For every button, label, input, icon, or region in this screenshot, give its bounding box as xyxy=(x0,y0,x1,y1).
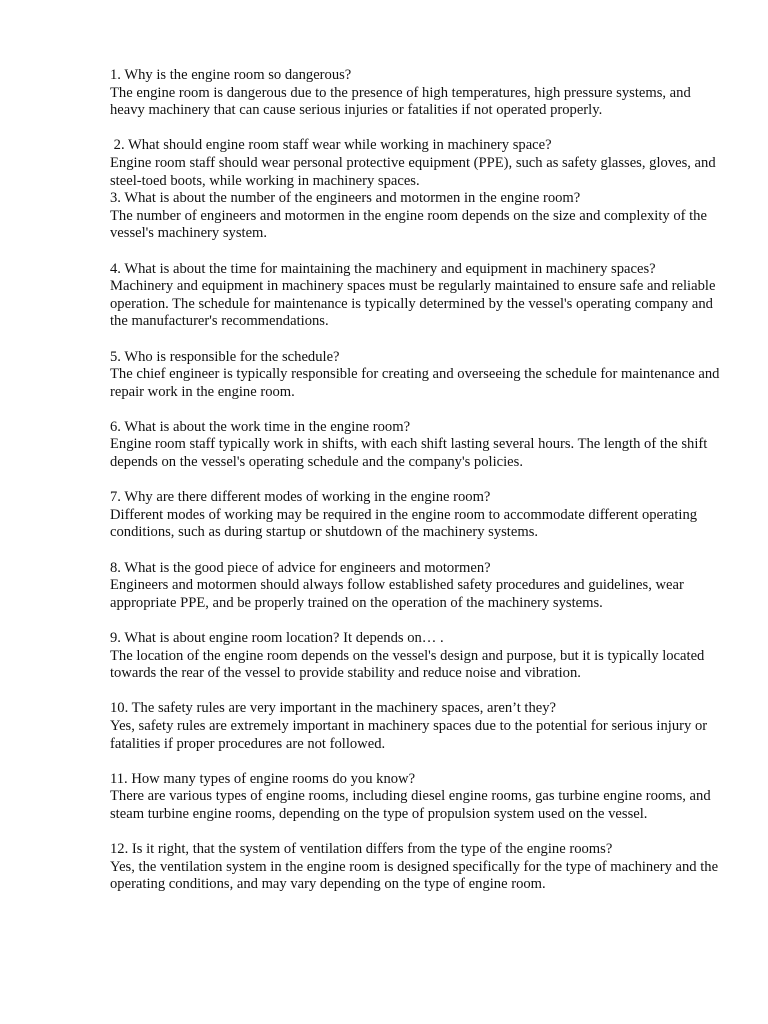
answer-6: Engine room staff typically work in shifts, with each shift lasting several hours. The length of the shift depends on the vessel's operating schedule and the company's policies. xyxy=(110,436,711,471)
answer-4: Machinery and equipment in machinery spaces must be regularly maintained to ensure safe and reliable operation. The schedule for maintenance is typically determined by the vessel's operating company and the manufacturer's recommendations. xyxy=(110,278,720,330)
question-9: 9. What is about engine room location? It depends on… . xyxy=(110,630,444,646)
answer-11: There are various types of engine rooms, including diesel engine rooms, gas turbine engine rooms, and steam turbine engine rooms, depending on the type of propulsion system used on the vessel. xyxy=(110,788,715,822)
question-1: 1. Why is the engine room so dangerous? xyxy=(110,67,352,83)
answer-8: Engineers and motormen should always follow established safety procedures and guidelines, wear appropriate PPE, and be properly trained on the operation of the machinery systems. xyxy=(110,577,688,611)
question-10: 10. The safety rules are very important in the machinery spaces, aren’t they? xyxy=(110,700,557,717)
question-2: 2. What should engine room staff wear while working in machinery space? xyxy=(110,137,552,154)
qa-item-6 xyxy=(110,419,720,472)
answer-5: The chief engineer is typically responsible for creating and overseeing the schedule for maintenance and repair work in the engine room. xyxy=(110,366,724,400)
question-6: 6. What is about the work time in the engine room? xyxy=(110,418,411,435)
question-7: 7. Why are there different modes of working in the engine room? xyxy=(110,489,491,506)
qa-item-4 xyxy=(110,261,720,331)
answer-10: Yes, safety rules are extremely important in machinery spaces due to the potential for serious injury or fatalities if proper procedures are not followed. xyxy=(110,717,711,752)
qa-item-10 xyxy=(110,700,720,753)
qa-item-2 xyxy=(110,137,720,190)
answer-2: Engine room staff should wear personal protective equipment (PPE), such as safety glasses, gloves, and steel-toed boots, while working in machinery spaces. xyxy=(110,154,720,189)
answer-12: Yes, the ventilation system in the engine room is designed specifically for the type of machinery and the operating conditions, and may vary depending on the type of engine room. xyxy=(110,858,722,893)
question-5: 5. Who is responsible for the schedule? xyxy=(110,348,340,365)
qa-item-5 xyxy=(110,348,724,402)
qa-item-3 xyxy=(110,190,720,243)
qa-item-7 xyxy=(110,489,720,542)
question-11: 11. How many types of engine rooms do you know? xyxy=(110,770,416,787)
question-4: 4. What is about the time for maintaining the machinery and equipment in machinery spaces? xyxy=(110,260,656,277)
qa-item-12 xyxy=(110,841,720,894)
qa-item-11 xyxy=(110,771,720,824)
question-12: 12. Is it right, that the system of ventilation differs from the type of the engine rooms? xyxy=(110,841,613,858)
qa-item-1 xyxy=(110,67,720,120)
question-3: 3. What is about the number of the engineers and motormen in the engine room? xyxy=(110,190,581,207)
qa-item-9 xyxy=(110,630,720,683)
answer-9: The location of the engine room depends on the vessel's design and purpose, but it is typically located towards the rear of the vessel to provide stability and reduce noise and vibration. xyxy=(110,647,709,682)
answer-3: The number of engineers and motormen in the engine room depends on the size and complexity of the vessel's machinery system. xyxy=(110,207,711,242)
answer-1: The engine room is dangerous due to the presence of high temperatures, high pressure systems, and heavy machinery that can cause serious injuries or fatalities if not operated properly. xyxy=(110,84,695,119)
document-body xyxy=(110,67,724,912)
answer-7: Different modes of working may be required in the engine room to accommodate different operating conditions, such as during startup or shutdown of the machinery systems. xyxy=(110,506,701,541)
question-8: 8. What is the good piece of advice for engineers and motormen? xyxy=(110,559,491,576)
qa-item-8 xyxy=(110,560,720,613)
